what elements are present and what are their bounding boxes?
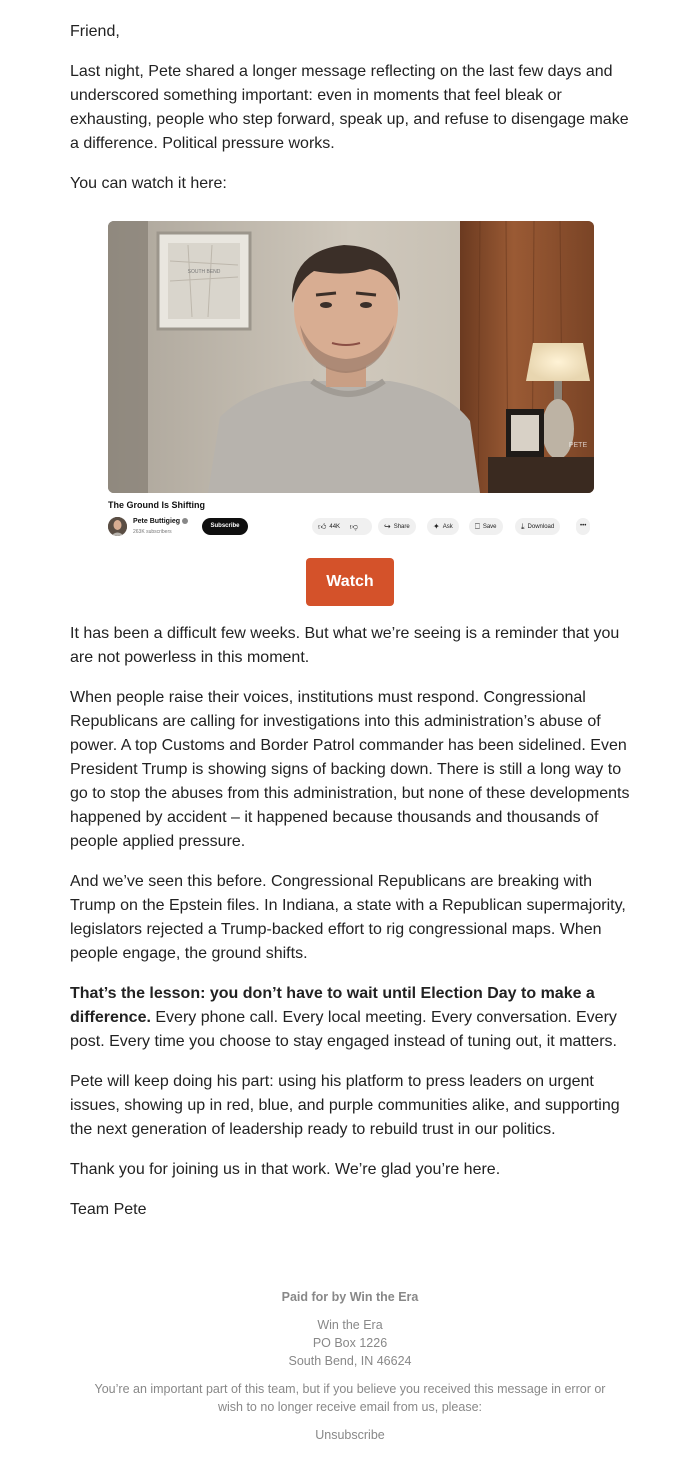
thumbs-down-icon: 👎︎ [349, 522, 358, 531]
like-count: 44K [329, 524, 341, 530]
share-icon: ↪ [384, 522, 391, 531]
footer-po-box: PO Box 1226 [312, 1336, 388, 1350]
watch-button[interactable]: Watch [306, 558, 394, 606]
map-label: SOUTH BEND [187, 269, 221, 275]
subscriber-count: 263K subscribers [133, 529, 172, 535]
download-button[interactable] [515, 518, 560, 535]
download-label: Download [527, 524, 555, 530]
paid-for-notice: Paid for by Win the Era [281, 1290, 419, 1304]
more-options-button[interactable]: ••• [576, 518, 590, 535]
greeting: Friend, [70, 23, 120, 40]
sparkle-icon: ✦ [433, 522, 440, 531]
footer-city: South Bend, IN 46624 [288, 1354, 412, 1368]
lesson-bold: That’s the lesson: you don’t have to wait until Election Day to make a difference. [70, 985, 595, 1026]
intro-paragraph: Last night, Pete shared a longer message reflecting on the last few days and underscored something important: even in moments that feel bleak or exhausting, people who step forward, speak up, and refuse to disengage make a difference. Political pressure works. [70, 63, 629, 152]
download-icon: ⤓ [521, 522, 525, 531]
paragraph-6: Thank you for joining us in that work. We’re glad you’re here. [70, 1161, 501, 1178]
paragraph-3: And we’ve seen this before. Congressional Republicans are breaking with Trump on the Epstein files. In Indiana, a state with a Republican supermajority, legislators rejected a Trump-backed effort to rig congressional maps. When people engage, the ground shifts. [70, 873, 626, 962]
thumbs-up-icon: 👍︎ [318, 522, 327, 531]
verified-icon [182, 518, 188, 524]
video-title[interactable]: The Ground Is Shifting [108, 500, 205, 510]
save-label: Save [482, 524, 497, 530]
video-frame-illustration [108, 221, 594, 493]
bookmark-icon: ⎕ [475, 522, 480, 531]
ask-button[interactable] [427, 518, 459, 535]
watch-intro: You can watch it here: [70, 175, 227, 192]
footer-org: Win the Era [317, 1318, 383, 1332]
save-button[interactable] [469, 518, 503, 535]
unsubscribe-link[interactable]: Unsubscribe [315, 1428, 385, 1442]
paragraph-5: Pete will keep doing his part: using his platform to press leaders on urgent issues, showing up in red, blue, and purple communities alike, and supporting the next generation of leadership ready to rebuild trust in our politics. [70, 1073, 620, 1138]
channel-name-label: Pete Buttigieg [133, 518, 181, 525]
like-dislike-pill[interactable] [312, 518, 372, 535]
paragraph-4 [70, 982, 635, 1054]
signoff: Team Pete [70, 1201, 147, 1218]
paragraph-1: It has been a difficult few weeks. But what we’re seeing is a reminder that you are not powerless in this moment. [70, 625, 620, 666]
lesson-rest: Every phone call. Every local meeting. Every conversation. Every post. Every time you choose to stay engaged instead of tuning out, it matters. [70, 1009, 617, 1050]
channel-name[interactable] [133, 518, 188, 525]
watermark-label: PETE [568, 442, 588, 449]
subscribe-button[interactable]: Subscribe [202, 518, 248, 535]
footer-notice-line-1: You’re an important part of this team, but if you believe you received this message in error or [94, 1382, 606, 1396]
paragraph-2: When people raise their voices, institutions must respond. Congressional Republicans are calling for investigations into this administration’s abuse of power. A top Customs and Border Patrol commander has been sidelined. Even President Trump is showing signs of backing down. There is still a long way to go to stop the abuses from this administration, but none of these developments happened by accident – it happened because thousands and thousands of people applied pressure. [70, 689, 630, 850]
share-label: Share [393, 524, 410, 530]
footer-notice-line-2: wish to no longer receive email from us, please: [217, 1400, 482, 1414]
share-button[interactable] [378, 518, 416, 535]
channel-avatar[interactable] [108, 517, 127, 536]
video-thumbnail[interactable] [108, 221, 594, 493]
ask-label: Ask [442, 524, 453, 530]
